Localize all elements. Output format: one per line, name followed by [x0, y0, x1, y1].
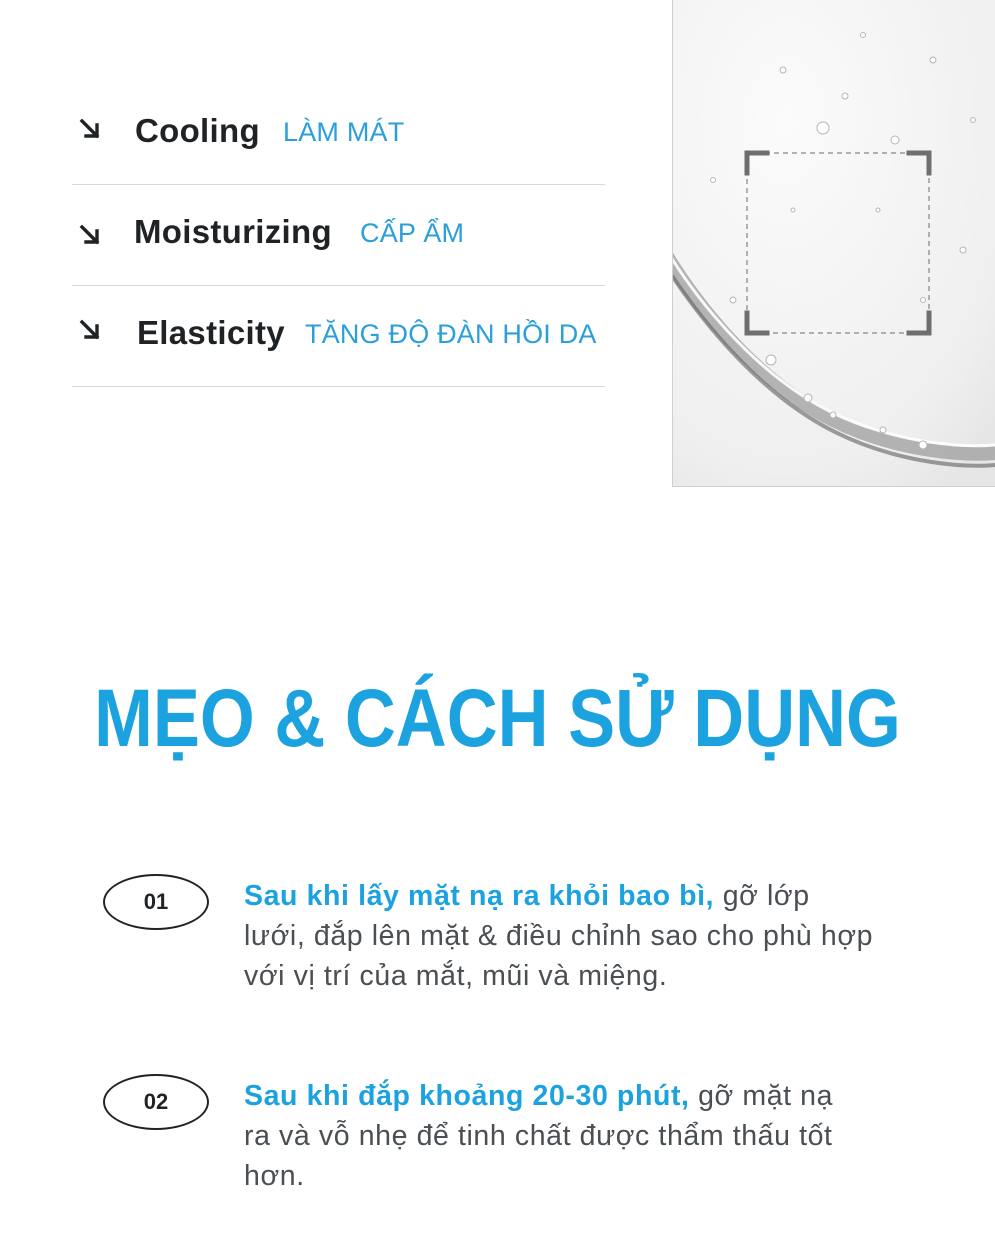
benefit-title-vi: CẤP ẨM — [360, 218, 465, 248]
arrow-down-right-icon — [78, 318, 102, 342]
gel-texture-graphic — [673, 0, 995, 487]
arrow-down-right-icon — [78, 223, 102, 247]
benefit-title-vi: LÀM MÁT — [283, 117, 405, 147]
step-text — [244, 1076, 854, 1196]
step-text — [244, 876, 874, 996]
step-description: gỡ mặt nạ ra và vỗ nhẹ để tinh chất được thẩm thấu tốt hơn. — [244, 1080, 834, 1192]
benefit-moisturizing — [72, 185, 605, 286]
step-description: gỡ lớp lưới, đắp lên mặt & điều chỉnh sao cho phù hợp với vị trí của mắt, mũi và miệng. — [244, 880, 874, 992]
benefit-cooling — [72, 84, 605, 185]
benefit-elasticity — [72, 286, 605, 387]
benefit-title-en: Elasticity — [137, 314, 285, 351]
benefit-title-en: Cooling — [135, 112, 260, 149]
step-highlight: Sau khi lấy mặt nạ ra khỏi bao bì, — [244, 880, 715, 912]
step-highlight: Sau khi đắp khoảng 20-30 phút, — [244, 1080, 690, 1112]
gel-texture-image — [672, 0, 995, 487]
arrow-down-right-icon — [78, 117, 102, 141]
step-number-badge: 01 — [103, 874, 209, 930]
page-title: MẸO & CÁCH SỬ DỤNG — [94, 673, 901, 764]
step-number-badge: 02 — [103, 1074, 209, 1130]
benefit-title-en: Moisturizing — [134, 213, 332, 250]
benefits-list — [72, 84, 605, 387]
benefit-title-vi: TĂNG ĐỘ ĐÀN HỒI DA — [305, 319, 597, 349]
